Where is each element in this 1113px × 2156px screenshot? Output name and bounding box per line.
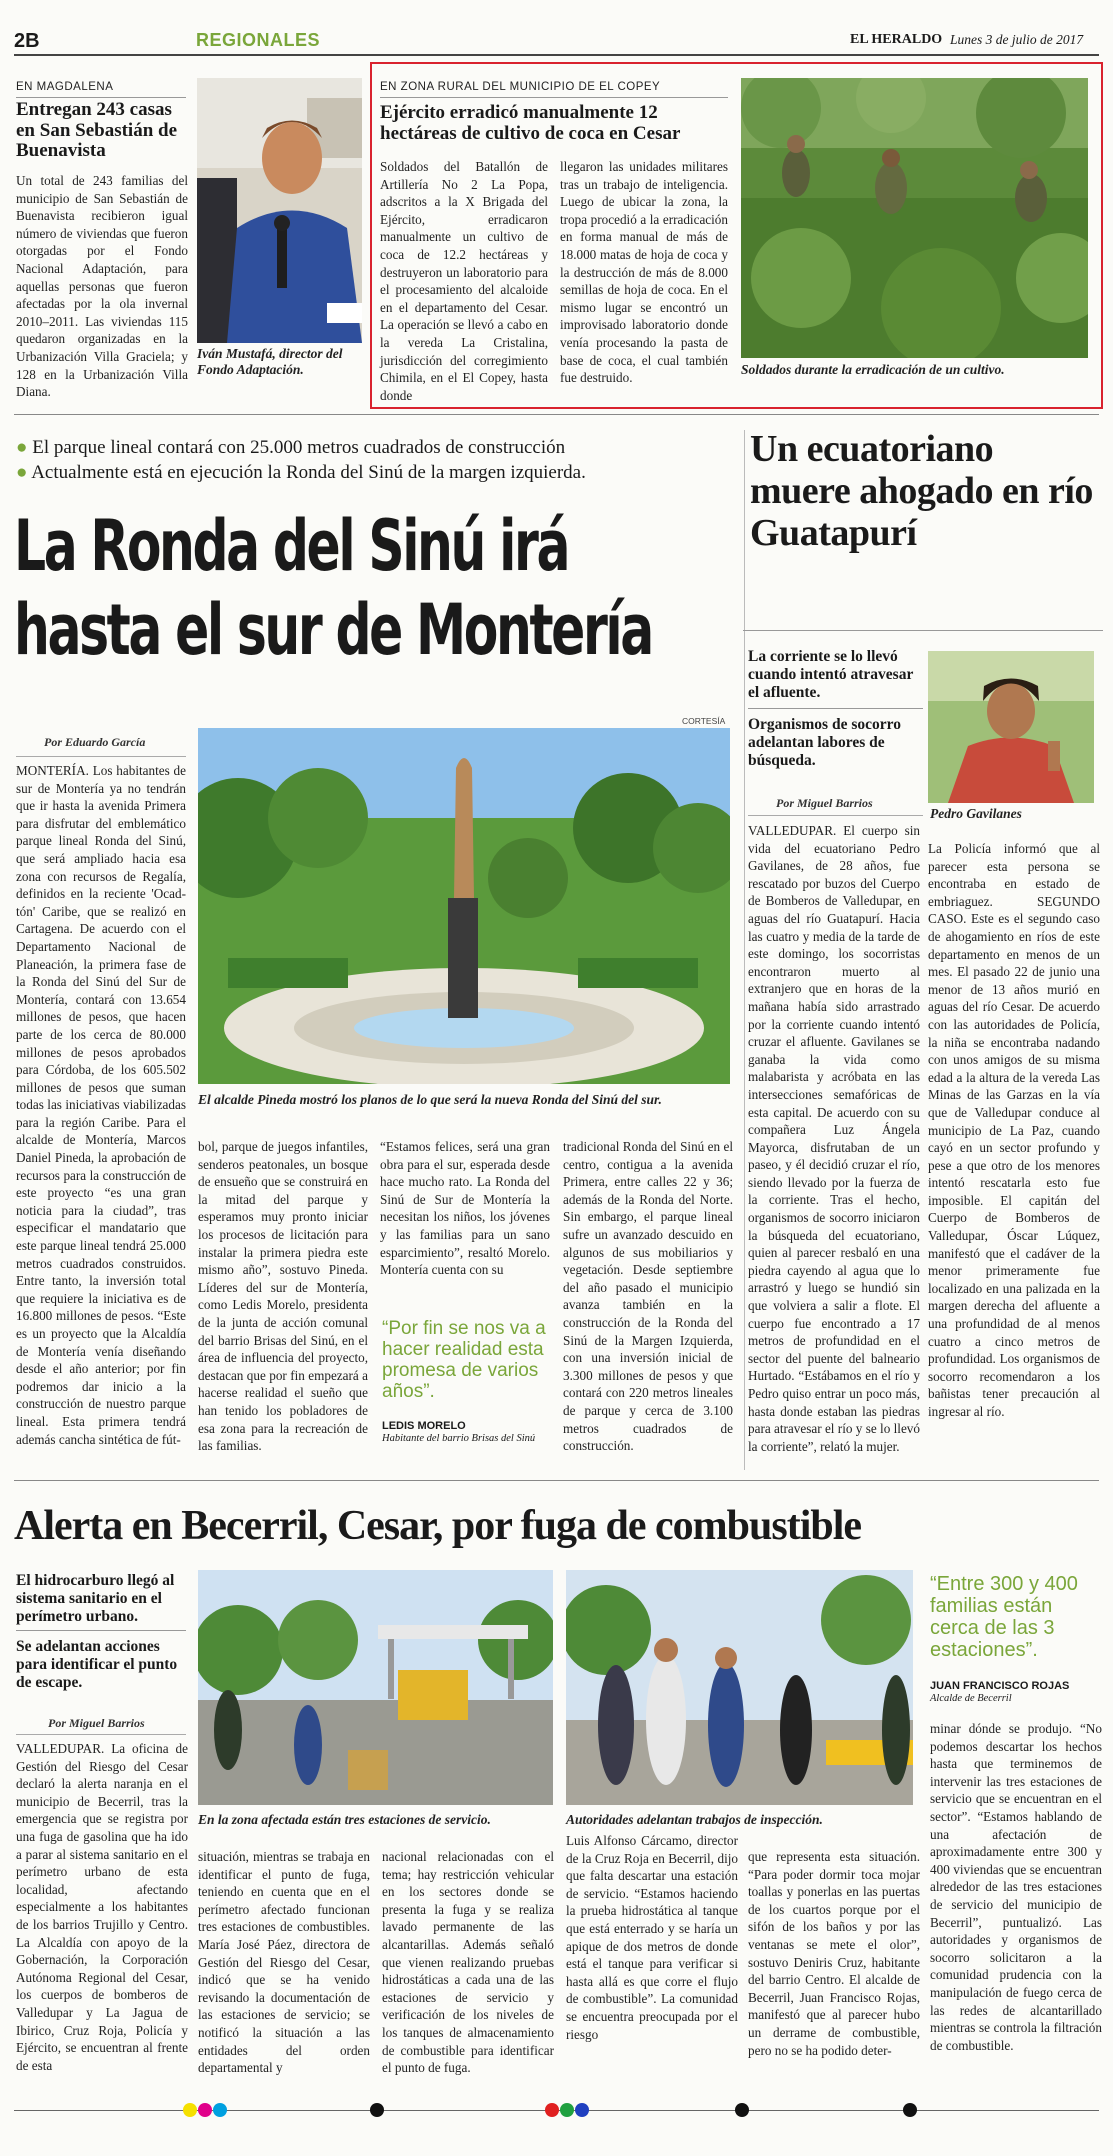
becerril-title: Alerta en Becerril, Cesar, por fuga de combustible	[14, 1503, 862, 1549]
ecuatoriano-col1: VALLEDUPAR. El cuerpo sin vida del ecuatoriano Pedro Gavilanes, de 28 años, fue rescatado por buzos del Cuerpo de Bomberos de Valledupar, en aguas del río Guatapurí. Hacia las cuatro y media de la tarde de este domingo, los socorristas encontraron muerto al extranjero que en horas de la mañana había sido arrastrado por la corriente cuando intentó cruzar el afluente. Gavilanes se ganaba la vida como malabarista y acróbata en las intersecciones semafóricas de esta capital. De acuerdo con su compañera Luz Ángela Mayorca, disfrutaban de un paseo, y él decidió cruzar el río, siendo llevado por la fuerza de la corriente. Tras el hecho, organismos de socorro iniciaron la búsqueda del ecuatoriano, quien al parecer resbaló en una piedra cayendo al agua que lo arrastró y luego se hundió sin que volviera a salir a flote. El cuerpo fue encontrado a 17 metros de profundidad en el sector del puente del balneario Hurtado. “Estábamos en el río y Pedro quiso entrar un poco más, hasta donde estaban las piedras para atravesar el río y se lo llevó la corriente”, relató la mujer.	[748, 823, 920, 1454]
becerril-quote-name: JUAN FRANCISCO ROJAS	[930, 1680, 1070, 1692]
ecuatoriano-title: Un ecuatoriano muere ahogado en río Guatapurí	[750, 428, 1093, 554]
ecuatoriano-col2: La Policía informó que al parecer esta persona se encontraba en estado de embriaguez. SEGUNDO CASO. Este es el segundo caso de ahogamiento en ríos de este departamento en menos de un mes. El pasado 22 de junio una menor de 13 años murió en aguas del río Cesar. De acuerdo con las autoridades de Policía, la niña se encontraba nadando con unos amigos de su misma edad a la altura de la vereda Las Minas de las Garzas en la vía que de Valledupar conduce al municipio de La Paz, cuando cayó en un sector profundo y pese a que otro de los menores intentó rescatarla esto fue imposible. El capitán del Cuerpo de Bomberos de Valledupar, Óscar Lúquez, manifestó que el cadáver de la menor primeramente fue localizado en una palizada en la margen derecha del afluente a una profundidad de al menos cuatro a cinco metros de profundidad. Los organismos de socorro recomendaron a los bañistas tener precaución al ingresar al río.	[928, 841, 1100, 1419]
pedro-caption: Pedro Gavilanes	[930, 806, 1022, 821]
copey-col2: llegaron las unidades militares tras un trabajo de inteligencia. Luego de ubicar la zona, la tropa procedió a la erradicación en forma manual de más de 18.000 matas de hoja de coca y la destrucción de más de 8.000 semillas de hoja de coca. En el mismo lugar se encontró un improvisado laboratorio donde venía procesando la pasta de base de coca, el cual también fue destruido.	[560, 159, 728, 386]
registration-mark-cyan	[213, 2103, 227, 2117]
becerril-col6: minar dónde se produjo. “No podemos descartar los hechos hasta que terminemos de intervenir las tres estaciones de servicio que se encuentran en el sector”. “Estamos hablando de una afectación de aproximadamente entre 300 y 400 viviendas que se encuentran alrededor de las tres estaciones de servicio del municipio de Becerril”, puntualizó. Las autoridades y organismos de socorro solicitaron a la comunidad prudencia con la manipulación de fuego cerca de las redes de alcantarillado mientras se controla la filtración de combustible.	[930, 1721, 1102, 2053]
ecuatoriano-summary-2: Organismos de socorro adelantan labores de búsqueda.	[748, 716, 901, 769]
bullet-icon: ●	[16, 462, 28, 483]
becerril-caption-2: Autoridades adelantan trabajos de inspección.	[566, 1812, 823, 1827]
registration-mark-black-3	[903, 2103, 917, 2117]
magdalena-caption: Iván Mustafá, director del Fondo Adaptación.	[197, 346, 343, 377]
magdalena-title: Entregan 243 casas en San Sebastián de Buenavista	[16, 99, 178, 161]
becerril-byline: Por Miguel Barrios	[48, 1716, 145, 1730]
copey-caption: Soldados durante la erradicación de un cultivo.	[741, 362, 1005, 377]
registration-mark-blue	[575, 2103, 589, 2117]
ronda-bullet-1: ● El parque lineal contará con 25.000 metros cuadrados de construcción	[16, 437, 566, 458]
ronda-col4: tradicional Ronda del Sinú en el centro, contigua a la avenida Primera, entre calles 22 y 36; además de la Ronda del Norte. Sin embargo, el parque lineal sufre un avanzado descuido en algunos de sus mobiliarios y vegetación. Desde septiembre del año pasado el municipio avanza también en la construcción de la Ronda del Sinú de la Margen Izquierda, con una inversión inicial de 3.300 millones de pesos y que contará con 220 metros lineales de parque y cerca de 3.100 metros cuadrados de construcción.	[563, 1139, 733, 1454]
registration-mark-black	[370, 2103, 384, 2117]
column-divider	[744, 430, 745, 1470]
pedro-gavilanes-photo	[928, 651, 1094, 803]
ronda-title-line2: hasta el sur de Montería	[14, 589, 652, 671]
registration-mark-yellow	[183, 2103, 197, 2117]
ecuatoriano-byline: Por Miguel Barrios	[776, 796, 873, 810]
becerril-col1: VALLEDUPAR. La oficina de Gestión del Riesgo del Cesar declaró la alerta naranja en el municipio de Becerril, tras la emergencia que se registra por una fuga de gasolina que ha ido a parar al sistema sanitario en el perímetro urbano de esta localidad, afectando especialmente a los habitantes de los barrios Trujillo y Centro. La Alcaldía con apoyo de la Gobernación, la Corporación Autónoma Regional del Cesar, los cuerpos de bomberos de Valledupar y La Jagua de Ibirico, Cruz Roja, Policía y Ejército, se encuentran al frente de esta	[16, 1741, 188, 2073]
registration-mark-magenta	[198, 2103, 212, 2117]
page-date: Lunes 3 de julio de 2017	[950, 32, 1084, 47]
ronda-quote-name: LEDIS MORELO	[382, 1420, 466, 1432]
ronda-title-line1: La Ronda del Sinú irá	[14, 505, 569, 587]
ronda-quote-role: Habitante del barrio Brisas del Sinú	[382, 1433, 536, 1444]
ronda-bullet-2: ● Actualmente está en ejecución la Ronda del Sinú de la margen izquierda.	[16, 462, 586, 483]
becerril-quote-role: Alcalde de Becerril	[930, 1693, 1012, 1704]
becerril-summary-1: El hidrocarburo llegó al sistema sanitario en el perímetro urbano.	[16, 1572, 175, 1625]
section-rule-1	[14, 414, 1099, 415]
coca-field-photo	[741, 78, 1088, 358]
photo-credit: CORTESÍA	[682, 716, 726, 726]
becerril-col5: que representa esta situación. “Para poder dormir toca mojar toallas y ponerlas en las puertas de los cuartos porque por el sifón de los baños y por las ventanas se mete el olor”, sostuvo Deniris Cruz, habitante del barrio Centro. El alcalde de Becerril, Juan Francisco Rojas, manifestó que al parecer hubo un derrame de combustible, pero no se ha podido deter-	[748, 1849, 920, 2058]
magdalena-body: Un total de 243 familias del municipio de San Sebastián de Buenavista recibieron igual número de viviendas que fueron otorgadas por el Fondo Nacional Adaptación, para aquellas personas que fueron afectadas por la ola invernal 2010–2011. Las viviendas 115 quedaron organizadas en la Urbanización Villa Graciela; y 128 en la Urbanización Villa Diana.	[16, 173, 188, 400]
bullet-icon: ●	[16, 437, 28, 458]
registration-mark-black-2	[735, 2103, 749, 2117]
ronda-pull-quote: “Por fin se nos va a hacer realidad esta promesa de varios años”.	[382, 1318, 546, 1402]
registration-mark-red	[545, 2103, 559, 2117]
becerril-col3: nacional relacionadas con el tema; hay restricción vehicular en los sectores donde se presenta la fuga y se realiza lavado permanente de las alcantarillas. Además señaló que vienen realizando pruebas hidrostáticas a cada una de las estaciones de servicio y verificación de los niveles de los tanques de almacenamiento de combustible para identificar el punto de fuga.	[382, 1849, 554, 2076]
page-number: 2B	[14, 30, 40, 52]
newspaper-name: EL HERALDO	[850, 32, 943, 47]
section-rule-2	[14, 1480, 1099, 1481]
gas-station-photo	[198, 1570, 553, 1805]
copey-title: Ejército erradicó manualmente 12 hectáreas de cultivo de coca en Cesar	[380, 102, 681, 144]
inspection-photo	[566, 1570, 913, 1805]
magdalena-kicker: EN MAGDALENA	[16, 81, 114, 93]
becerril-col2: situación, mientras se trabaja en identificar el punto de fuga, teniendo en cuenta que en el perímetro afectado funcionan tres estaciones de combustibles. María José Páez, directora de Gestión del Riesgo del Cesar, indicó que se ha venido revisando la documentación de las estaciones de servicio; se notificó la situación a las entidades del orden departamental y	[198, 1849, 370, 2076]
copey-col1: Soldados del Batallón de Artillería No 2 La Popa, adscritos a la X Brigada del Ejército, erradicaron manualmente un cultivo de coca de 12.2 hectáreas y destruyeron un laboratorio para el procesamiento del alcaloide en el departamento del Cesar. La operación se llevó a cabo en la vereda La Cristalina, jurisdicción del corregimiento Chimila, en el El Copey, hasta donde	[380, 159, 548, 403]
becerril-summary-2: Se adelantan acciones para identificar el punto de escape.	[16, 1638, 178, 1691]
ronda-col1: MONTERÍA. Los habitantes de sur de Montería ya no tendrán que ir hasta la avenida Primera para disfrutar del emblemático parque lineal Ronda del Sinú, que será ampliado hacia esa zona con recursos de Regalía, definidos en la reciente 'Ocad-tón' Caribe, que se realizó en Cartagena. De acuerdo con el Departamento Nacional de Planeación, la primera fase de la Ronda del Sinú del Sur de Montería, contará con 13.654 millones de pesos, que hacen parte de los cerca de 80.000 millones de pesos aprobados para Córdoba, de los 605.502 millones de pesos que suman todas las iniciativas viabilizadas para la región Caribe. Para el alcalde de Montería, Marcos Daniel Pineda, la aprobación de recursos para la construcción de este proyecto “es una gran noticia para la ciudad”, tras especificar el mandatario que este parque lineal tendrá 25.000 metros cuadrados construidos. Entre tanto, la inversión total que requiere la iniciativa es de 16.800 millones de pesos. “Este es un proyecto que la Alcaldía de Montería venía diseñando desde el año anterior; por fin podremos dar inicio a la construcción de nuestro parque lineal. Esta primera tendrá además cancha sintética de fút-	[16, 763, 186, 1447]
header-rule	[14, 54, 1099, 56]
registration-mark-green	[560, 2103, 574, 2117]
ivan-mustafa-photo	[197, 78, 362, 343]
ecuatoriano-summary-1: La corriente se lo llevó cuando intentó atravesar el afluente.	[748, 648, 914, 701]
becerril-col4: Luis Alfonso Cárcamo, director de la Cruz Roja en Becerril, dijo que falta descartar una estación de servicio. “Estamos haciendo la prueba hidrostática al tanque que está enterrado y se haría un apique de dos metros de donde está el tanque para verificar si hasta allá es que corre el flujo de combustible”. La comunidad se encuentra preocupada por el riesgo	[566, 1833, 738, 2042]
becerril-pull-quote: “Entre 300 y 400 familias están cerca de las 3 estaciones”.	[930, 1573, 1078, 1661]
ronda-col2: bol, parque de juegos infantiles, senderos peatonales, un bosque de ensueño que se construirá en la mitad del parque y esperamos muy pronto iniciar los procesos de licitación para instalar la primera piedra este mismo año”, sostuvo Pineda. Líderes del sur de Montería, como Ledis Morelo, presidenta de la junta de acción comunal del barrio Brisas del Sinú, en el área de influencia del proyecto, destacan que por fin empezará a hacerse realidad el sueño que han tenido los pobladores de esa zona para la recreación de las familias.	[198, 1139, 368, 1454]
section-label: REGIONALES	[196, 30, 321, 50]
copey-kicker: EN ZONA RURAL DEL MUNICIPIO DE EL COPEY	[380, 81, 661, 93]
ronda-col3: “Estamos felices, será una gran obra para el sur, esperada desde hace mucho rato. La Ronda del Sinú de Sur de Montería la necesitan los niños, los jóvenes y las familias para un sano esparcimiento”, resaltó Morelo. Montería cuenta con su	[380, 1139, 550, 1278]
ronda-byline: Por Eduardo García	[44, 735, 146, 749]
ronda-caption: El alcalde Pineda mostró los planos de lo que será la nueva Ronda del Sinú del sur.	[198, 1092, 662, 1107]
becerril-caption-1: En la zona afectada están tres estaciones de servicio.	[198, 1812, 491, 1827]
ronda-render-photo	[198, 728, 730, 1084]
